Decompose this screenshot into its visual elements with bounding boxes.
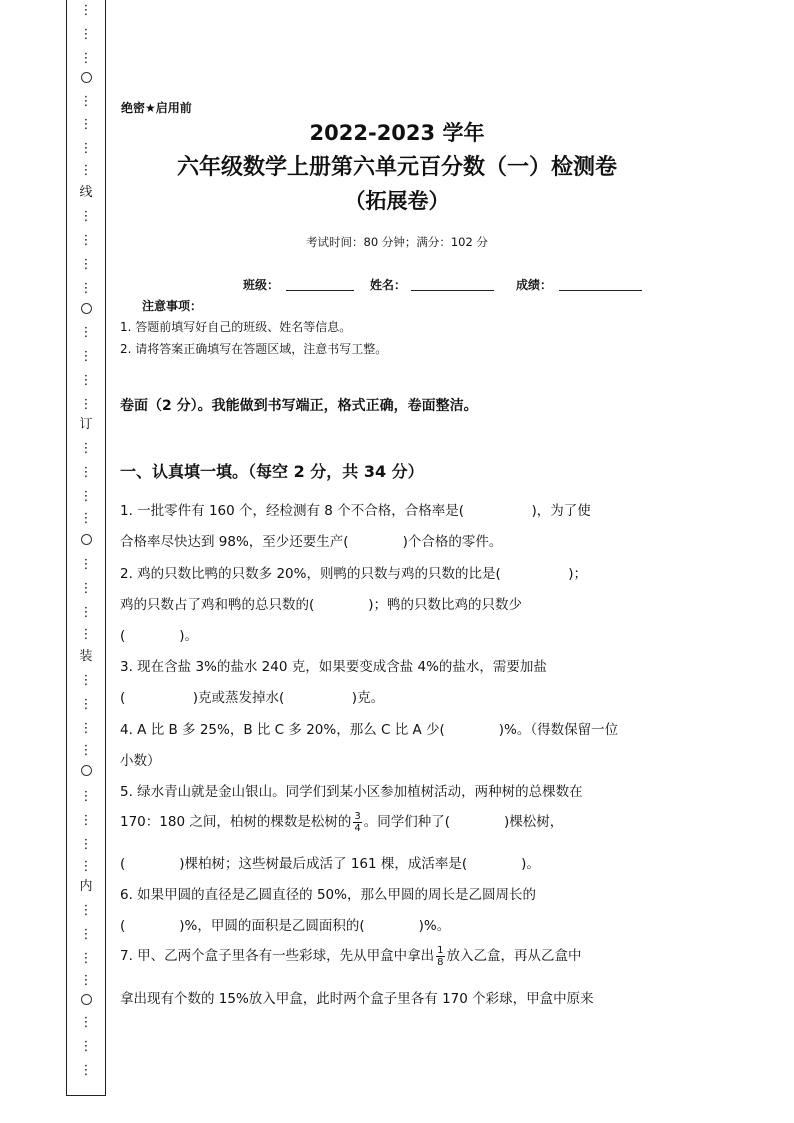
question-line: 1. 一批零件有 160 个，经检测有 8 个不合格，合格率是( )，为了使 (120, 503, 591, 519)
binding-dots: ⋮ (79, 1063, 93, 1078)
binding-dots: ⋮ (79, 951, 93, 966)
binding-dots: ⋮ (79, 3, 93, 18)
binding-dots: ⋮ (79, 973, 93, 988)
binding-dots: ⋮ (79, 927, 93, 942)
neatness-statement: 卷面（2 分）。我能做到书写端正，格式正确，卷面整洁。 (120, 398, 478, 414)
notice-item: 2. 请将答案正确填写在答题区域，注意书写工整。 (120, 342, 388, 356)
binding-dots: ⋮ (79, 743, 93, 758)
question-line: 6. 如果甲圆的直径是乙圆直径的 50%，那么甲圆的周长是乙圆周长的 (120, 887, 536, 903)
binding-dots: ⋮ (79, 605, 93, 620)
fraction-denominator: 8 (437, 956, 444, 968)
binding-dots: ⋮ (79, 489, 93, 504)
binding-label-zhuang: 装 (79, 649, 93, 664)
binding-dots: ⋮ (79, 27, 93, 42)
fraction-denominator: 4 (354, 822, 361, 834)
q7-text-a: 7. 甲、乙两个盒子里各有一些彩球，先从甲盒中拿出 (120, 948, 435, 964)
binding-dots: ⋮ (79, 1015, 93, 1030)
binding-dots: ⋮ (79, 673, 93, 688)
confidential-mark: 绝密★启用前 (121, 101, 192, 115)
question-line: 鸡的只数占了鸡和鸭的总只数的( )；鸭的只数比鸡的只数少 (120, 597, 523, 613)
question-line: 拿出现有个数的 15%放入甲盒，此时两个盒子里各有 170 个彩球，甲盒中原来 (120, 991, 594, 1007)
binding-circle-icon (67, 72, 105, 86)
score-field[interactable] (559, 276, 642, 291)
question-line: 合格率尽快达到 98%，至少还要生产( )个合格的零件。 (120, 534, 503, 550)
binding-dots: ⋮ (79, 257, 93, 272)
binding-dots: ⋮ (79, 697, 93, 712)
question-line: 小数） (120, 753, 161, 769)
binding-circle-icon (67, 534, 105, 548)
binding-circle-icon (67, 994, 105, 1008)
binding-dots: ⋮ (79, 557, 93, 572)
notice-item: 1. 答题前填写好自己的班级、姓名等信息。 (120, 320, 352, 334)
binding-dots: ⋮ (79, 373, 93, 388)
binding-dots: ⋮ (79, 209, 93, 224)
q5-text-a: 170：180 之间，柏树的棵数是松树的 (120, 814, 352, 830)
fraction-numerator: 3 (354, 810, 361, 822)
question-line: ( )棵柏树；这些树最后成活了 161 棵，成活率是( )。 (120, 856, 540, 872)
fraction-three-quarters (353, 811, 361, 834)
q5-text-b: 。同学们种了( )棵松树， (363, 814, 564, 830)
question-line: 5. 绿水青山就是金山银山。同学们到某小区参加植树活动，两种树的总棵数在 (120, 784, 583, 800)
binding-dots: ⋮ (79, 349, 93, 364)
section-title: 一、认真填一填。（每空 2 分，共 34 分） (120, 462, 424, 481)
name-label: 姓名： (370, 278, 407, 292)
class-label: 班级： (243, 278, 280, 292)
binding-circle-icon (67, 303, 105, 317)
binding-dots: ⋮ (79, 397, 93, 412)
binding-dots: ⋮ (79, 903, 93, 918)
binding-dots: ⋮ (79, 813, 93, 828)
binding-dots: ⋮ (79, 627, 93, 642)
question-line: 4. A 比 B 多 25%，B 比 C 多 20%，那么 C 比 A 少( )%。（得数保留一位 (120, 722, 619, 738)
binding-dots: ⋮ (79, 325, 93, 340)
notice-heading: 注意事项： (142, 299, 203, 313)
exam-info: 考试时间：80 分钟；满分：102 分 (306, 235, 488, 249)
binding-label-xian: 线 (79, 185, 93, 200)
binding-dots: ⋮ (79, 721, 93, 736)
binding-dots: ⋮ (79, 141, 93, 156)
binding-dots: ⋮ (79, 837, 93, 852)
class-field[interactable] (286, 276, 354, 291)
binding-dots: ⋮ (79, 281, 93, 296)
binding-dots: ⋮ (79, 441, 93, 456)
question-line: ( )。 (120, 628, 199, 644)
question-line: 3. 现在含盐 3%的盐水 240 克，如果要变成含盐 4%的盐水，需要加盐 (120, 659, 547, 675)
question-line: ( )克或蒸发掉水( )克。 (120, 690, 385, 706)
question-line: 2. 鸡的只数比鸭的只数多 20%，则鸭的只数与鸡的只数的比是( )； (120, 566, 588, 582)
score-label: 成绩： (516, 278, 553, 292)
binding-dots: ⋮ (79, 233, 93, 248)
binding-label-nei: 内 (79, 879, 93, 894)
fraction-one-eighth (436, 945, 444, 968)
school-year: 2022-2023 学年 (309, 121, 485, 145)
binding-dots: ⋮ (79, 581, 93, 596)
q7-text-b: 放入乙盒，再从乙盒中 (446, 948, 582, 964)
question-line-q7 (120, 944, 582, 968)
page-subtitle: （拓展卷） (344, 189, 450, 213)
name-field[interactable] (411, 276, 494, 291)
binding-dots: ⋮ (79, 163, 93, 178)
binding-dots: ⋮ (79, 511, 93, 526)
binding-dots: ⋮ (79, 117, 93, 132)
binding-dots: ⋮ (79, 789, 93, 804)
binding-dots: ⋮ (79, 51, 93, 66)
binding-dots: ⋮ (79, 859, 93, 874)
binding-dots: ⋮ (79, 465, 93, 480)
question-line-q5-ratio (120, 810, 563, 834)
page-title: 六年级数学上册第六单元百分数（一）检测卷 (176, 155, 617, 180)
binding-dots: ⋮ (79, 1039, 93, 1054)
question-line: ( )%，甲圆的面积是乙圆面积的( )%。 (120, 918, 451, 934)
binding-circle-icon (67, 765, 105, 779)
binding-dots: ⋮ (79, 94, 93, 109)
fraction-numerator: 1 (437, 944, 444, 956)
binding-label-ding: 订 (79, 417, 93, 432)
